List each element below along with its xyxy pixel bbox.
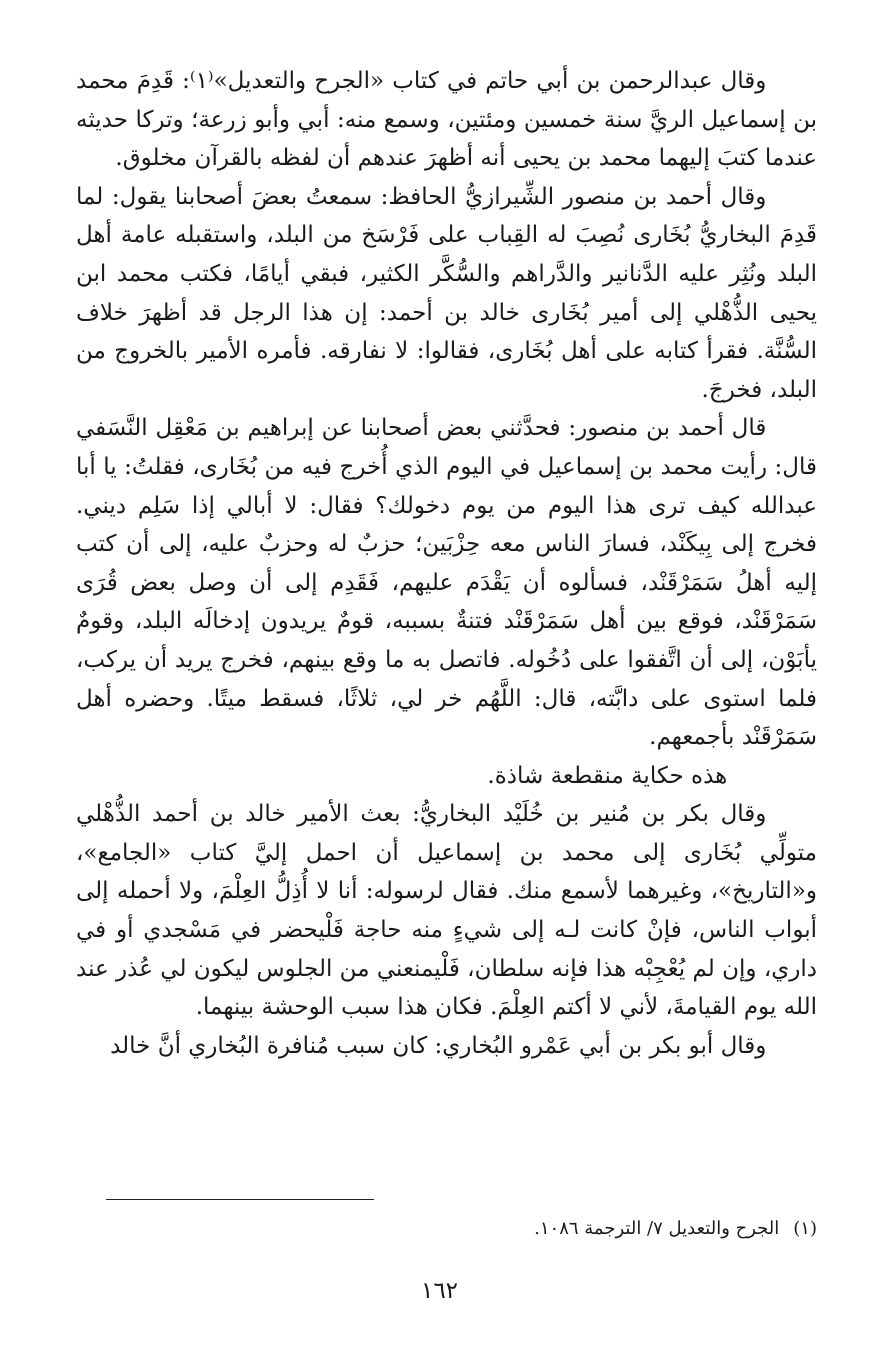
footnote-text: الجرح والتعديل ٧/ الترجمة ١٠٨٦.	[534, 1218, 780, 1239]
page-number: ١٦٢	[420, 1278, 459, 1304]
paragraph-4: هذه حكاية منقطعة شاذة.	[487, 762, 728, 789]
main-text	[76, 62, 817, 1065]
paragraph-2: وقال أحمد بن منصور الشِّيرازيُّ الحافظ: سمعتُ بعضَ أصحابنا يقول: لما قَدِمَ البخاريُّ بُخَارى نُصِبَ له القِباب على فَرْسَخ من البلد، واستقبله عامة أهل البلد ونُثِر عليه الدَّنانير والدَّراهم والسُّكَّر الكثير، فبقي أيامًا، فكتب محمد ابن يحيى الذُّهْلي إلى أمير بُخَارى خالد بن أحمد: إن هذا الرجل قد أظهرَ خلاف السُّنَّة. فقرأ كتابه على أهل بُخَارى، فقالوا: لا نفارقه. فأمره الأمير بالخروج من البلد، فخرجَ.	[76, 183, 817, 403]
paragraph-3: قال أحمد بن منصور: فحدَّثني بعض أصحابنا عن إبراهيم بن مَعْقِل النَّسَفي قال: رأيت محمد بن إسماعيل في اليوم الذي أُخرج فيه من بُخَارى، فقلتُ: يا أبا عبدالله كيف ترى هذا اليوم من يوم دخولك؟ فقال: لا أبالي إذا سَلِم ديني. فخرج إلى بِيكَنْد، فسارَ الناس معه حِزْبَين؛ حزبٌ له وحزبٌ عليه، إلى أن كتب إليه أهلُ سَمَرْقَنْد، فسألوه أن يَقْدَم عليهم، فَقَدِم إلى أن وصل بعض قُرَى سَمَرْقَنْد، فوقع بين أهل سَمَرْقَنْد فتنةٌ بسببه، قومٌ يريدون إدخالَه البلد، وقومٌ يأبَوْن، إلى أن اتَّفقوا على دُخُوله. فاتصل به ما وقع بينهم، فخرج يريد أن يركب، فلما استوى على دابَّته، قال: اللَّهُم خر لي، ثلاثًا، فسقط ميتًا. وحضره أهل سَمَرْقَنْد بأجمعهم.	[76, 415, 817, 751]
paragraph-5: وقال بكر بن مُنير بن خُلَيْد البخاريُّ: بعث الأمير خالد بن أحمد الذُّهْلي متولِّي بُخَارى إلى محمد بن إسماعيل أن احمل إليَّ كتاب «الجامع»، و«التاريخ»، وغيرهما لأسمع منك. فقال لرسوله: أنا لا أُذِلُّ العِلْمَ، ولا أحمله إلى أبواب الناس، فإنْ كانت لـه إلى شيءٍ منه حاجة فَلْيحضر في مَسْجدي أو في داري، وإن لم يُعْجِبْه هذا فإنه سلطان، فَلْيمنعني من الجلوس ليكون لي عُذر عند الله يوم القيامةَ، لأني لا أكتم العِلْمَ. فكان هذا سبب الوحشة بينهما.	[76, 801, 817, 1021]
footnote	[76, 1216, 817, 1242]
paragraph-6: وقال أبو بكر بن أبي عَمْرو البُخاري: كان سبب مُنافرة البُخاري أنَّ خالد	[110, 1032, 767, 1059]
paragraph-1: وقال عبدالرحمن بن أبي حاتم في كتاب «الجرح والتعديل»⁽١⁾: قَدِمَ محمد بن إسماعيل الريَّ سنة خمسين ومئتين، وسمع منه: أبي وأبو زرعة؛ وتركا حديثه عندما كتبَ إليهما محمد بن يحيى أنه أظهرَ عندهم أن لفظه بالقرآن مخلوق.	[76, 68, 817, 172]
footnote-number: (١)	[793, 1218, 817, 1239]
footnote-divider	[106, 1199, 374, 1200]
